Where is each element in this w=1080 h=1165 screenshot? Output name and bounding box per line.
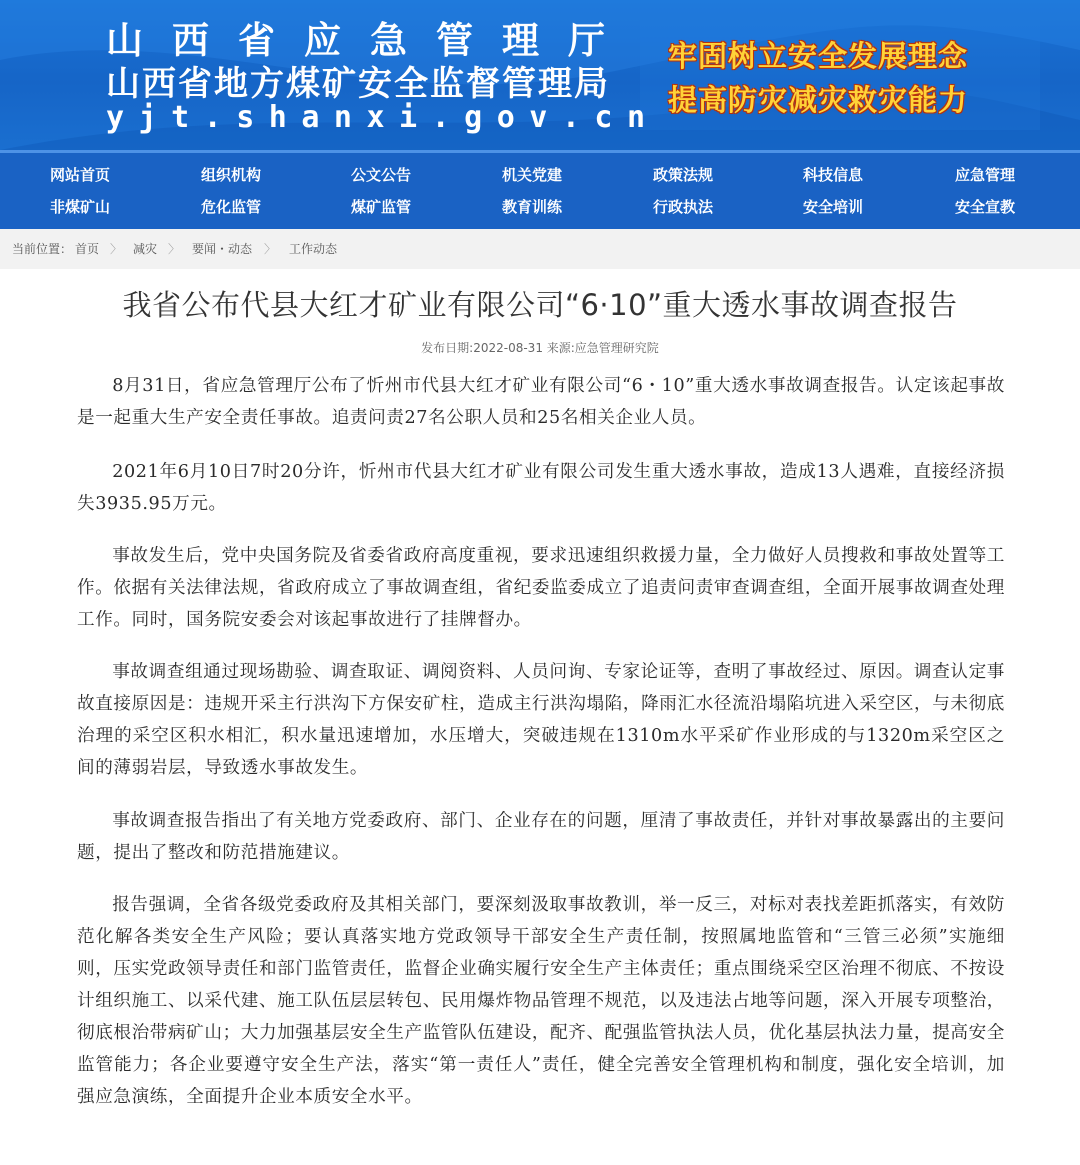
site-name-secondary: 山西省地方煤矿安全监督管理局 <box>106 64 610 104</box>
nav-row-2 <box>0 191 1080 223</box>
nav-item-party-building[interactable]: 机关党建 <box>501 166 562 184</box>
nav-item-policy[interactable]: 政策法规 <box>652 166 713 184</box>
nav-item-home[interactable]: 网站首页 <box>49 166 110 184</box>
breadcrumb-work-news[interactable]: 工作动态 <box>289 242 338 256</box>
breadcrumb-prefix: 当前位置： <box>12 242 73 256</box>
site-url: yjt.shanxi.gov.cn <box>106 100 660 135</box>
article-paragraph: 事故调查报告指出了有关地方党委政府、部门、企业存在的问题，厘清了事故责任，并针对事故暴露出的主要问题，提出了整改和防范措施建议。 <box>77 811 1005 863</box>
article-title: 我省公布代县大红才矿业有限公司“6·10”重大透水事故调查报告 <box>122 288 958 322</box>
nav-item-publicity[interactable]: 安全宣教 <box>954 198 1015 216</box>
breadcrumb-jianzai[interactable]: 减灾 <box>133 242 158 256</box>
nav-row-1 <box>0 159 1080 191</box>
nav-item-training[interactable]: 安全培训 <box>802 198 863 216</box>
article-paragraph: 报告强调，全省各级党委政府及其相关部门，要深刻汲取事故教训，举一反三，对标对表找差距抓落实，有效防范化解各类安全生产风险；要认真落实地方党政领导干部安全生产责任制，按照属地监管和“三管三必须”实施细则，压实党政领导责任和部门监管责任，监督企业确实履行安全生产主体责任；重点围绕采空区治理不彻底、不按设计组织施工、以采代建、施工队伍层层转包、民用爆炸物品管理不规范，以及违法占地等问题，深入开展专项整治，彻底根治带病矿山；大力加强基层安全生产监管队伍建设，配齐、配强监管执法人员，优化基层执法力量，提高安全监管能力；各企业要遵守安全生产法，落实“第一责任人”责任，健全完善安全管理机构和制度，强化安全培训，加强应急演练，全面提升企业本质安全水平。 <box>77 895 1005 1107</box>
slogan-line-1: 牢固树立安全发展理念 <box>668 39 969 73</box>
nav-item-non-coal-mines[interactable]: 非煤矿山 <box>49 198 110 216</box>
nav-item-education[interactable]: 教育训练 <box>501 198 562 216</box>
nav-item-coal-supervision[interactable]: 煤矿监管 <box>350 198 411 216</box>
nav-item-technology[interactable]: 科技信息 <box>802 166 863 184</box>
breadcrumb <box>0 229 1080 269</box>
article-paragraph: 2021年6月10日7时20分许，忻州市代县大红才矿业有限公司发生重大透水事故，造成13人遇难，直接经济损失3935.95万元。 <box>77 462 1005 514</box>
nav-item-emergency[interactable]: 应急管理 <box>954 166 1015 184</box>
nav-item-enforcement[interactable]: 行政执法 <box>652 198 713 216</box>
site-name-primary: 山西省应急管理厅 <box>106 18 634 62</box>
nav-item-organization[interactable]: 组织机构 <box>200 166 261 184</box>
breadcrumb-news[interactable]: 要闻・动态 <box>192 242 253 256</box>
breadcrumb-separator: 〉 <box>264 242 277 256</box>
article-paragraph: 事故发生后，党中央国务院及省委省政府高度重视，要求迅速组织救援力量，全力做好人员搜救和事故处置等工作。依据有关法律法规，省政府成立了事故调查组，省纪委监委成立了追责问责审查调查组，全面开展事故调查处理工作。同时，国务院安委会对该起事故进行了挂牌督办。 <box>77 546 1005 630</box>
breadcrumb-home[interactable]: 首页 <box>75 242 100 256</box>
breadcrumb-separator: 〉 <box>168 242 181 256</box>
article-paragraph: 事故调查组通过现场勘验、调查取证、调阅资料、人员问询、专家论证等，查明了事故经过、原因。调查认定事故直接原因是：违规开采主行洪沟下方保安矿柱，造成主行洪沟塌陷，降雨汇水径流沿塌陷坑进入采空区，与未彻底治理的采空区积水相汇，积水量迅速增加，水压增大，突破违规在1310m水平采矿作业形成的与1320m采空区之间的薄弱岩层，导致透水事故发生。 <box>77 662 1005 778</box>
slogan-line-2: 提高防灾减灾救灾能力 <box>668 83 969 117</box>
breadcrumb-separator: 〉 <box>110 242 123 256</box>
article-meta: 发布日期:2022-08-31 来源:应急管理研究院 <box>421 341 659 355</box>
nav-item-hazchem[interactable]: 危化监管 <box>200 198 261 216</box>
article-paragraph: 8月31日，省应急管理厅公布了忻州市代县大红才矿业有限公司“6・10”重大透水事故调查报告。认定该起事故是一起重大生产安全责任事故。追责问责27名公职人员和25名相关企业人员。 <box>77 376 1005 428</box>
header-banner <box>0 0 1080 150</box>
main-nav <box>0 150 1080 229</box>
nav-item-announcements[interactable]: 公文公告 <box>350 166 411 184</box>
